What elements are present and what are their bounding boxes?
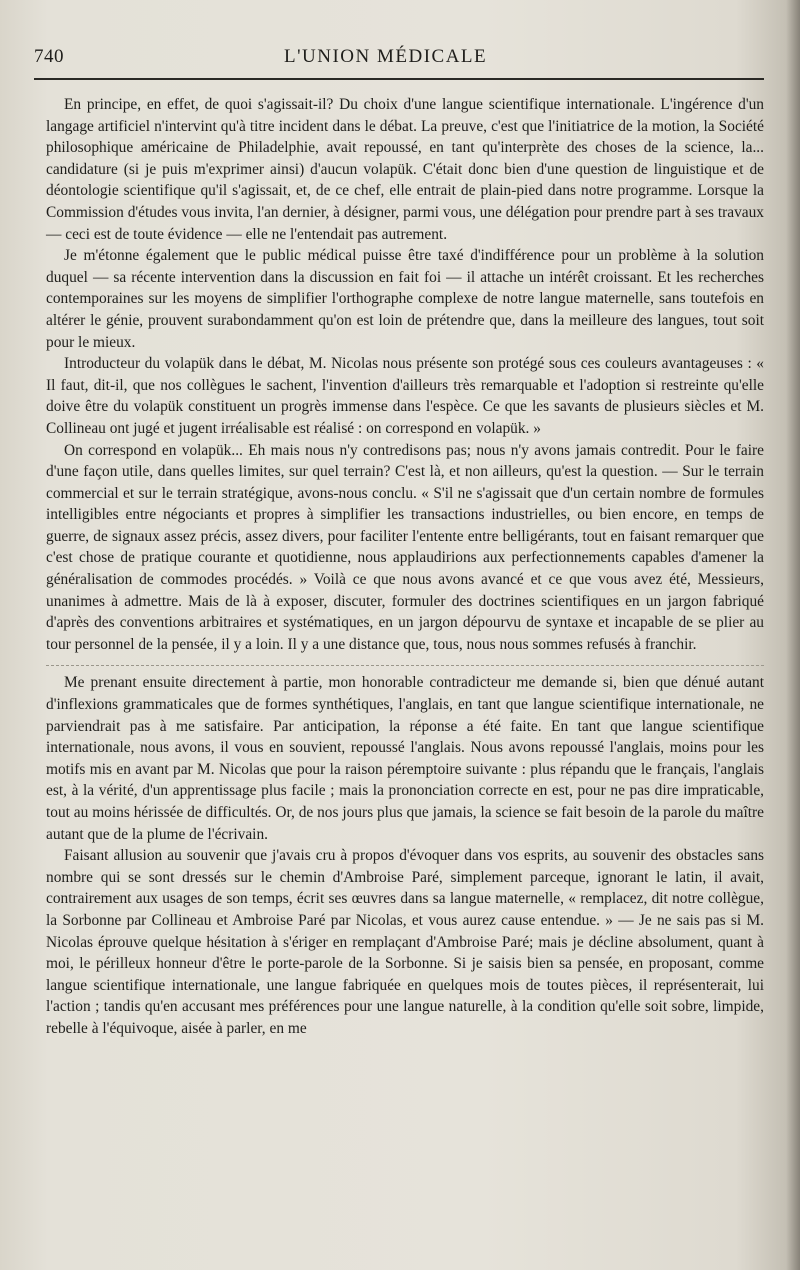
page-number: 740 — [34, 46, 64, 67]
paragraph-6: Faisant allusion au souvenir que j'avais cru à propos d'évoquer dans vos esprits, au souvenir des obstacles sans nombre qui se sont dressés sur le chemin d'Ambroise Paré, simplement parceque, ignorant le latin, il avait, contrairement aux usages de son temps, écrit ses œuvres dans sa langue maternelle, « remplacez, dit notre collègue, la Sorbonne par Collineau et Ambroise Paré par Nicolas, et vous aurez cause entendue. » — Je ne sais pas si M. Nicolas éprouve quelque hésitation à s'ériger en remplaçant d'Ambroise Paré; mais je décline absolument, quant à moi, le périlleux honneur d'être le porte-parole de la Sorbonne. Si je saisis bien sa pensée, en proposant, comme langue scientifique internationale, une langue fabriquée en quelques mois de toutes pièces, il représenterait, lui l'action ; tandis qu'en accusant mes préférences pour une langue naturelle, à la condition qu'elle soit sobre, limpide, rebelle à l'équivoque, aisée à parler, en me — [46, 847, 764, 1037]
page-edge-shadow — [786, 0, 800, 1270]
running-title: L'UNION MÉDICALE — [284, 46, 488, 67]
paragraph-5: Me prenant ensuite directement à partie, mon honorable contradicteur me demande si, bien que dénué autant d'inflexions grammaticales que de formes synthétiques, l'anglais, en tant que langue scientifique internationale, ne parviendrait pas à me satisfaire. Par anticipation, la réponse a été faite. En tant que langue scientifique internationale, nous avons, il vous en souvient, repoussé l'anglais. Nous avons repoussé l'anglais, moins pour les motifs mis en avant par M. Nicolas que pour la raison péremptoire suivante : plus répandu que le français, l'anglais est, à la vérité, d'un apprentissage plus facile ; mais la prononciation correcte en est, pour ne pas dire impraticable, tout au moins hérissée de difficultés. Or, de nos jours plus que jamais, la science se fait besoin de la parole du maître autant que de la plume de l'écrivain. — [46, 674, 764, 843]
page-header — [34, 46, 764, 76]
body-text — [46, 94, 764, 1040]
section-divider — [46, 665, 764, 666]
header-rule — [34, 78, 764, 80]
paragraph-4: On correspond en volapük... Eh mais nous n'y contredisons pas; nous n'y avons jamais contredit. Pour le faire d'une façon utile, dans quelles limites, sur quel terrain? C'est là, et non ailleurs, qu'est la question. — Sur le terrain commercial et sur le terrain stratégique, avons-nous conclu. « S'il ne s'agissait que d'un certain nombre de formules intelligibles entre négociants et propres à simplifier les transactions industrielles, ou bien encore, en temps de guerre, de signaux assez précis, assez divers, pour faciliter l'entente entre belligérants, tout en faisant remarquer que c'est chose de pratique courante et quotidienne, nous applaudirions aux perfectionnements capables d'amener la généralisation de commodes procédés. » Voilà ce que nous avons avancé et ce que vous avez été, Messieurs, unanimes à admettre. Mais de là à exposer, discuter, formuler des doctrines scientifiques en un jargon fabriqué d'après des conventions arbitraires et systématiques, en un jargon dépourvu de syntaxe et incapable de se plier au tour personnel de la pensée, il y a loin. Il y a une distance que, tous, nous nous sommes refusés à franchir. — [46, 441, 764, 653]
paragraph-2: Je m'étonne également que le public médical puisse être taxé d'indifférence pour un problème à la solution duquel — sa récente intervention dans la discussion en fait foi — il attache un intérêt croissant. Et les recherches contemporaines sur les moyens de simplifier l'orthographe complexe de notre langue maternelle, sans toutefois en altérer le génie, prouvent surabondamment qu'on est loin de prétendre que, dans la meilleure des langues, tout soit pour le mieux. — [46, 247, 764, 351]
paragraph-1: En principe, en effet, de quoi s'agissait-il? Du choix d'une langue scientifique internationale. L'ingérence d'un langage artificiel n'intervint qu'à titre incident dans le débat. La preuve, c'est que l'initiatrice de la motion, la Société philosophique américaine de Philadelphie, avait repoussé, en tant qu'interprète des choses de la science, la... candidature (si je puis m'exprimer ainsi) d'aucun volapük. C'était donc bien d'une question de linguistique et de déontologie scientifique qu'il s'agissait, et, de ce chef, elle entrait de plain-pied dans notre programme. Lorsque la Commission d'études vous invita, l'an dernier, à désigner, parmi vous, une délégation pour prendre part à ses travaux — ceci est de toute évidence — elle ne l'entendait pas autrement. — [46, 96, 764, 243]
paragraph-3: Introducteur du volapük dans le débat, M. Nicolas nous présente son protégé sous ces couleurs avantageuses : « Il faut, dit-il, que nos collègues le sachent, l'invention d'ailleurs très remarquable et l'adoption si restreinte qu'elle doive être du volapük constituent un progrès immense dans l'espèce. Ce que les savants de plusieurs siècles et M. Collineau ont jugé et jugent irréalisable est réalisé : on correspond en volapük. » — [46, 355, 764, 437]
